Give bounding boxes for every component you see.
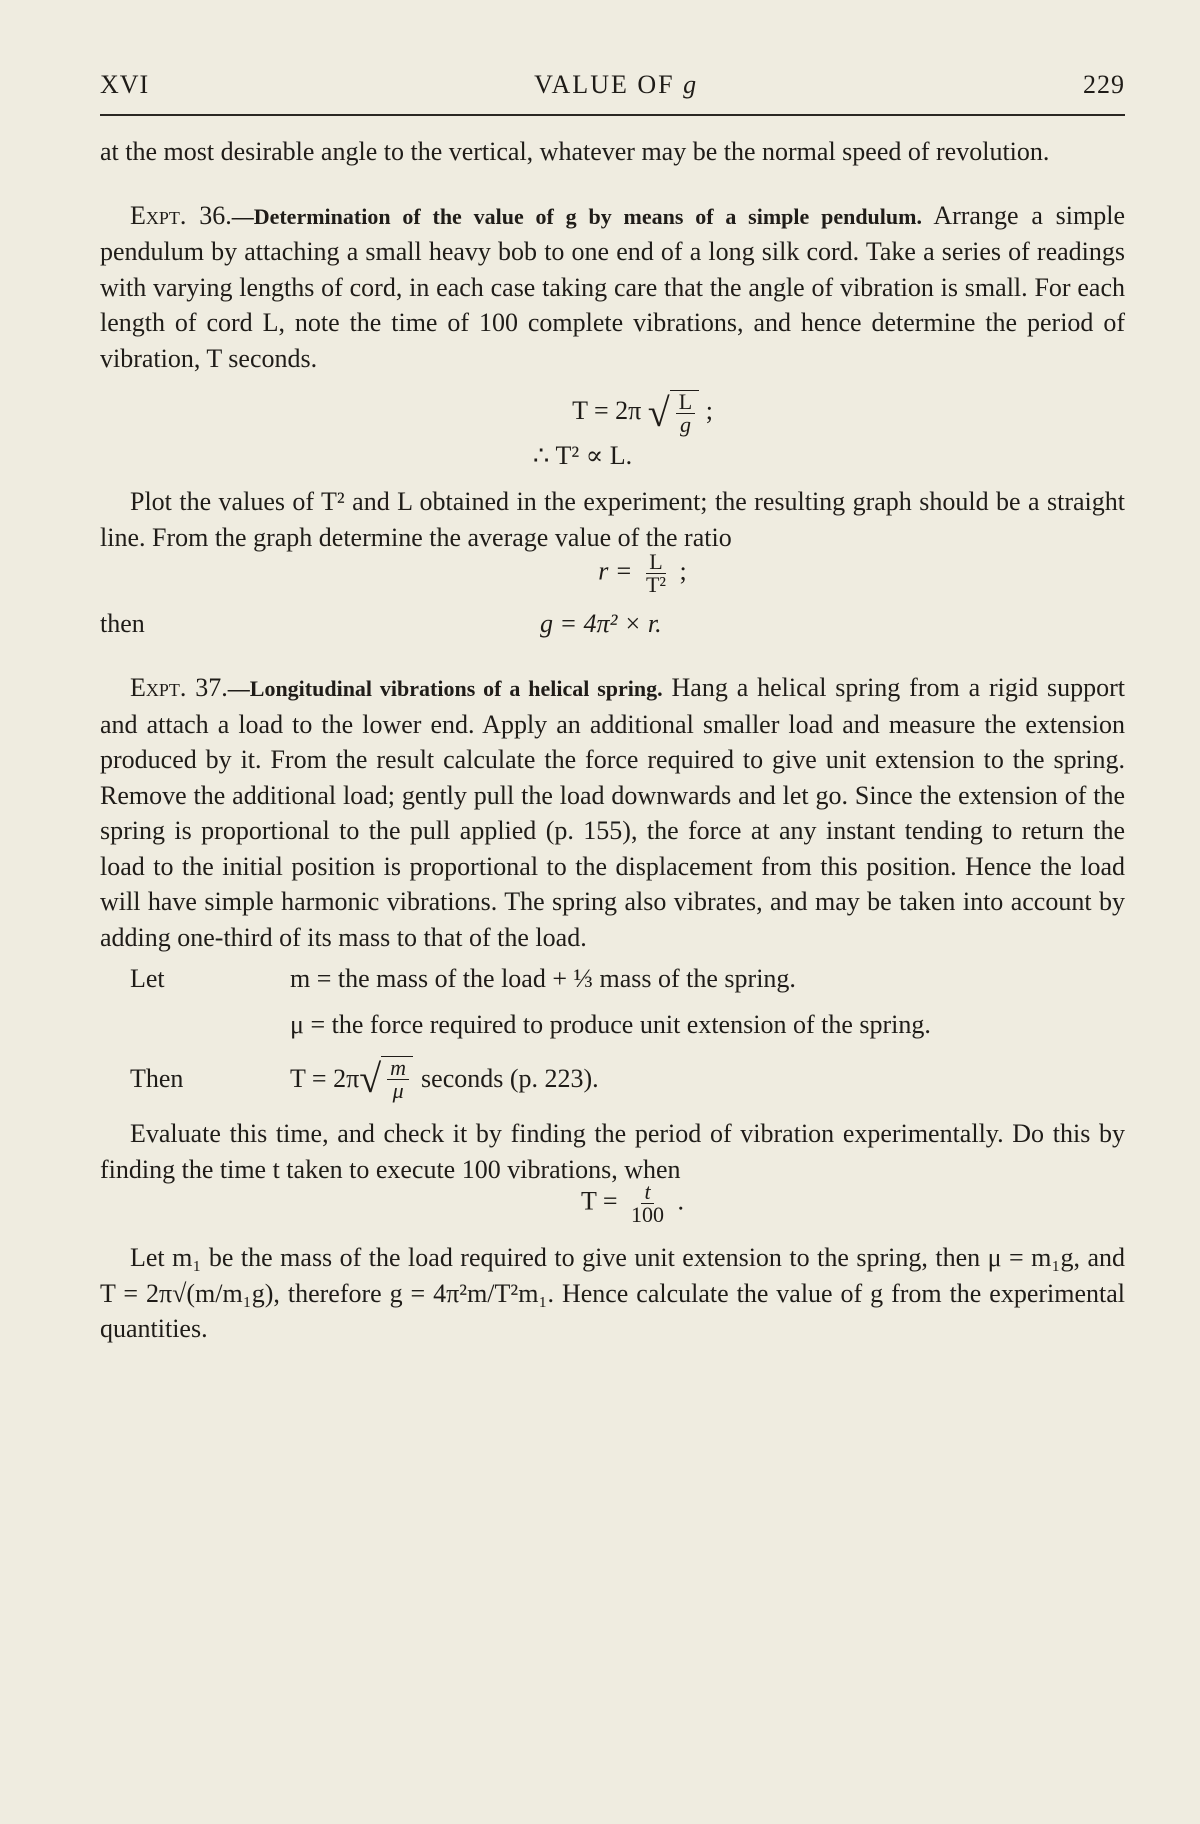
sqrt-symbol: √ $\frac{L}{g}$ [648,390,699,436]
let-mu-definition: μ = the force required to produce unit extension of the spring. [290,1009,931,1039]
expt-37-paragraph [100,670,1125,955]
intro-paragraph: at the most desirable angle to the vertical, whatever may be the normal speed of revolution. [100,137,1050,166]
pendulum-equation [100,390,1125,436]
chapter-number: XVI [100,70,150,99]
period-fraction [387,1057,409,1102]
expt-36-body: Arrange a simple pendulum by attaching a small heavy bob to one end of a long silk cord. Take a series of readings with varying lengths of cord, in each case taking care that the angle of vibration is small. For each length of cord L, note the time of 100 complete vibrations, and hence determine the period of vibration, T seconds. [100,200,1125,373]
expt-37-label: Expt. 37. [130,673,228,702]
sqrt-symbol: √ $\frac{m}{\mu}$ [359,1056,413,1102]
expt-36-title: —Determination of the value of g by means of a simple pendulum. [231,203,922,229]
t-fraction [628,1181,667,1226]
plot-paragraph: Plot the values of T² and L obtained in the experiment; the resulting graph should be a straight line. From the graph determine the average value of the ratio [100,487,1125,552]
let-mu-row [100,1007,1125,1043]
then-equation-row [100,606,1125,642]
running-title [534,70,698,100]
book-page [100,70,1125,1347]
ratio-equation [100,551,1125,596]
running-title-text: VALUE OF [534,70,675,99]
let-m-row [100,961,1125,997]
eq1-lhs: T = 2π [572,395,642,425]
then-equation: g = 4π² × r. [540,609,662,638]
time-equation [100,1181,1125,1226]
eq1-tail: ; [705,395,713,425]
ratio-lhs: r = [598,556,633,586]
running-header [100,70,1125,116]
let-m-definition: m = the mass of the load + ⅓ mass of the spring. [290,964,796,993]
evaluate-paragraph: Evaluate this time, and check it by finding the period of vibration experimentally. Do this by finding the time t taken to execute 100 vibrations, when [100,1119,1125,1184]
proportional-equation: ∴ T² ∝ L. [532,441,633,470]
eq1-denominator: g [679,412,691,437]
eq1-fraction [676,391,695,436]
ratio-tail: ; [679,556,687,586]
period-numerator: m [387,1057,409,1080]
page-number: 229 [1082,70,1125,99]
eq1-numerator: L [676,391,695,414]
expt-36-label: Expt. 36. [130,200,232,230]
then-period-lhs: T = 2π [290,1064,360,1093]
then-period-row [100,1056,1125,1102]
expt-37-title: —Longitudinal vibrations of a helical spring. [227,676,663,701]
t-lhs: T = [580,1186,618,1216]
t-numerator: t [641,1181,653,1204]
then-period-tail: seconds (p. 223). [421,1064,599,1093]
running-title-variable: g [683,70,699,99]
then-label: then [100,609,145,638]
final-paragraph: Let m₁ be the mass of the load required to give unit extension to the spring, then μ = m₁g, and T = 2π√(m/m₁g), therefore g = 4π²m/T²m₁. Hence calculate the value of g from the experimental quantities. [100,1243,1125,1343]
ratio-numerator: L [646,551,665,574]
ratio-denominator: T² [645,572,666,597]
period-denominator: μ [392,1078,404,1103]
expt-37-body: Hang a helical spring from a rigid support and attach a load to the lower end. Apply an additional smaller load and measure the extension produced by it. From the result calculate the force required to give unit extension to the spring. Remove the additional load; gently pull the load downwards and let go. Since the extension of the spring is proportional to the pull applied (p. 155), the force at any instant tending to return the load to the initial position is proportional to the displacement from this position. Hence the load will have simple harmonic vibrations. The spring also vibrates, and may be taken into account by adding one-third of its mass to that of the load. [100,673,1125,952]
t-tail: . [677,1186,685,1216]
ratio-fraction [643,551,669,596]
expt-36-paragraph [100,198,1125,377]
t-denominator: 100 [631,1202,665,1227]
let-label: Let [130,964,165,993]
then-period-label: Then [130,1064,184,1093]
